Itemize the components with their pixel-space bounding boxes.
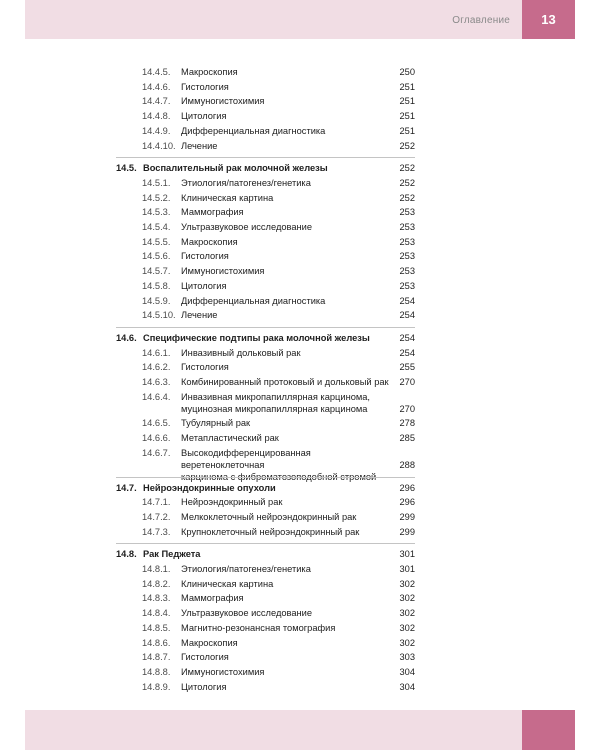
toc-entry-title-line: Тубулярный рак (181, 418, 251, 429)
toc-entry-page: 252 (399, 163, 415, 174)
toc-entry-title (143, 332, 393, 344)
page-footer-band (25, 710, 575, 750)
toc-entry-title (181, 192, 396, 204)
toc-entry-title (181, 140, 396, 152)
toc-entry-title (181, 361, 396, 373)
toc-entry-number: 14.5.8. (142, 280, 171, 291)
toc-entry-title (181, 66, 396, 78)
toc-entry-title (181, 295, 396, 307)
toc-entry-title-line: Цитология (181, 111, 227, 122)
toc-entry-title (181, 496, 396, 508)
toc-entry-title (181, 666, 396, 678)
toc-entry-title-line: Инвазивный дольковый рак (181, 347, 301, 358)
toc-entry-number: 14.4.5. (142, 67, 171, 77)
toc-entry-title-line: Ультразвуковое исследование (181, 608, 313, 619)
toc-entry-title (181, 563, 396, 575)
toc-entry-page: 254 (399, 310, 415, 321)
toc-entry-title-line: Гистология (181, 652, 229, 663)
toc-entry-title-line: карцинома с фиброматозоподобной стромой (181, 471, 377, 482)
toc-entry-number: 14.8.7. (142, 652, 171, 663)
toc-entry-title (181, 81, 396, 93)
toc-entry-title-line: Крупноклеточный нейроэндокринный рак (181, 526, 360, 537)
toc-entry-title-line: Иммуногистохимия (181, 666, 265, 677)
toc-entry-number: 14.8.5. (142, 622, 171, 633)
toc-entry-title-line: Гистология (181, 81, 229, 92)
toc-entry-title-line: Комбинированный протоковый и дольковый рак (181, 377, 389, 387)
toc-entry-title-line: Макроскопия (181, 637, 238, 648)
toc-entry-title (181, 681, 396, 693)
toc-entry-title-line: Инвазивная микропапиллярная карцинома, (181, 391, 371, 402)
toc-entry-title-line: Дифференциальная диагностика (181, 295, 326, 306)
toc-entry-page: 288 (399, 459, 415, 470)
toc-entry-number: 14.7.3. (142, 526, 171, 537)
running-header-title: Оглавление (452, 15, 510, 26)
toc-entry-title (181, 280, 396, 292)
toc-entry-number: 14.4.7. (142, 96, 171, 107)
toc-entry-number: 14.5.2. (142, 192, 171, 203)
toc-entry-page: 251 (399, 111, 415, 122)
toc-entry-page: 270 (399, 377, 415, 387)
toc-entry-number: 14.6.2. (142, 362, 171, 373)
toc-entry-title-line: Макроскопия (181, 67, 238, 77)
toc-entry-page: 251 (399, 125, 415, 136)
toc-entry-title-line: Маммография (181, 593, 244, 604)
toc-entry-page: 299 (399, 526, 415, 537)
toc-entry-page: 302 (399, 608, 415, 619)
toc-entry-title (181, 637, 396, 649)
toc-entry-title-line: Специфические подтипы рака молочной железы (143, 332, 370, 343)
toc-entry-title-line: Мелкоклеточный нейроэндокринный рак (181, 511, 357, 522)
toc-entry-number: 14.6.4. (142, 391, 171, 402)
toc-entry-page: 285 (399, 433, 415, 444)
toc-entry-page: 296 (399, 482, 415, 493)
toc-entry-page: 301 (399, 564, 415, 574)
toc-entry-title (181, 432, 396, 444)
toc-entry-page: 270 (399, 403, 415, 414)
toc-entry-title (181, 95, 396, 107)
toc-entry-title (181, 309, 396, 321)
toc-entry-number: 14.8.3. (142, 593, 171, 604)
toc-entry-number: 14.5.3. (142, 207, 171, 218)
toc-entry-page: 303 (399, 652, 415, 663)
toc-entry-title-line: Лечение (181, 310, 218, 321)
toc-entry-page: 254 (399, 295, 415, 306)
toc-entry-page: 253 (399, 222, 415, 232)
toc-entry-page: 251 (399, 96, 415, 107)
toc-entry-number: 14.5. (116, 163, 137, 174)
toc-entry-title-line: Лечение (181, 140, 218, 151)
toc-entry-title (181, 391, 396, 415)
toc-entry-title (181, 347, 396, 359)
footer-accent-block (522, 710, 575, 750)
toc-entry-title-line: Клиническая картина (181, 192, 274, 203)
toc-entry-title (181, 578, 396, 590)
toc-entry-page: 302 (399, 578, 415, 589)
toc-entry-number: 14.5.10. (142, 310, 176, 321)
toc-entry-number: 14.8.2. (142, 578, 171, 589)
toc-entry-title-line: Клиническая картина (181, 578, 274, 589)
toc-entry-number: 14.6.7. (142, 447, 171, 458)
toc-entry-title-line: Гистология (181, 251, 229, 262)
toc-entry-title (181, 250, 396, 262)
toc-entry-title-line: Этиология/патогенез/генетика (181, 177, 311, 188)
toc-entry-page: 301 (399, 549, 415, 560)
toc-entry-number: 14.5.6. (142, 251, 171, 262)
toc-entry-title (181, 206, 396, 218)
toc-entry-number: 14.5.5. (142, 236, 171, 247)
section-divider (116, 477, 415, 478)
toc-entry-number: 14.6.3. (142, 377, 171, 387)
toc-entry-page: 302 (399, 593, 415, 604)
toc-entry-number: 14.6.5. (142, 418, 171, 429)
toc-entry-title (181, 376, 396, 388)
toc-entry-number: 14.8.1. (142, 564, 171, 574)
toc-entry-title-line: Воспалительный рак молочной железы (143, 163, 328, 174)
toc-entry-page: 253 (399, 207, 415, 218)
toc-entry-page: 252 (399, 192, 415, 203)
toc-entry-title-line: Магнитно-резонансная томография (181, 622, 336, 633)
toc-entry-title-line: Ультразвуковое исследование (181, 222, 313, 232)
toc-entry-number: 14.4.10. (142, 140, 176, 151)
toc-entry-title-line: Дифференциальная диагностика (181, 125, 326, 136)
toc-entry-page: 296 (399, 497, 415, 508)
toc-entry-number: 14.5.7. (142, 266, 171, 277)
toc-entry-number: 14.8. (116, 549, 137, 560)
toc-entry-title-line: Этиология/патогенез/генетика (181, 564, 311, 574)
toc-entry-number: 14.6.6. (142, 433, 171, 444)
toc-entry-title (181, 417, 396, 429)
toc-entry-title-line: Метапластический рак (181, 433, 279, 444)
toc-entry-title-line: Маммография (181, 207, 244, 218)
toc-entry-title (143, 162, 393, 174)
toc-entry-title-line: муцинозная микропапиллярная карцинома (181, 403, 368, 414)
toc-entry-title (181, 607, 396, 619)
toc-entry-title-line: Иммуногистохимия (181, 96, 265, 107)
toc-entry-title (143, 482, 393, 494)
toc-entry-number: 14.7. (116, 482, 137, 493)
toc-entry-title (181, 110, 396, 122)
toc-entry-number: 14.4.6. (142, 81, 171, 92)
page-number: 13 (541, 12, 556, 27)
toc-entry-page: 278 (399, 418, 415, 429)
toc-entry-title (181, 526, 396, 538)
toc-entry-number: 14.8.6. (142, 637, 171, 648)
toc-entry-page: 252 (399, 177, 415, 188)
toc-entry-title (181, 592, 396, 604)
toc-entry-number: 14.4.8. (142, 111, 171, 122)
toc-entry-number: 14.8.9. (142, 681, 171, 692)
toc-entry-page: 302 (399, 622, 415, 633)
toc-entry-page: 253 (399, 236, 415, 247)
toc-entry-page: 253 (399, 251, 415, 262)
toc-entry-number: 14.5.1. (142, 177, 171, 188)
toc-entry-title-line: Нейроэндокринный рак (181, 497, 283, 508)
toc-entry-page: 253 (399, 280, 415, 291)
toc-entry-number: 14.7.2. (142, 511, 171, 522)
toc-entry-page: 304 (399, 681, 415, 692)
toc-entry-title (181, 651, 396, 663)
toc-entry-title-line: Цитология (181, 280, 227, 291)
toc-entry-title (181, 236, 396, 248)
toc-entry-number: 14.6. (116, 332, 137, 343)
toc-entry-title-line: Цитология (181, 681, 227, 692)
toc-entry-title-line: Нейроэндокринные опухоли (143, 482, 276, 493)
toc-entry-title-line: Макроскопия (181, 236, 238, 247)
toc-entry-title (181, 221, 396, 233)
section-divider (116, 543, 415, 544)
toc-entry-number: 14.6.1. (142, 347, 171, 358)
toc-entry-number: 14.7.1. (142, 497, 171, 508)
toc-entry-number: 14.5.4. (142, 222, 171, 232)
toc-entry-number: 14.4.9. (142, 125, 171, 136)
toc-entry-title (143, 548, 393, 560)
toc-entry-page: 304 (399, 666, 415, 677)
toc-entry-page: 254 (399, 347, 415, 358)
toc-entry-title (181, 177, 396, 189)
toc-entry-number: 14.5.9. (142, 295, 171, 306)
toc-entry-page: 253 (399, 266, 415, 277)
toc-entry-page: 299 (399, 511, 415, 522)
toc-entry-page: 254 (399, 332, 415, 343)
toc-entry-title (181, 125, 396, 137)
toc-entry-title-line: Высокодифференцированная веретеноклеточная (181, 447, 311, 470)
toc-entry-title (181, 622, 396, 634)
toc-entry-title-line: Иммуногистохимия (181, 266, 265, 277)
toc-entry-page: 255 (399, 362, 415, 373)
section-divider (116, 327, 415, 328)
toc-entry-number: 14.8.4. (142, 608, 171, 619)
toc-entry-title (181, 511, 396, 523)
toc-entry-page: 250 (399, 67, 415, 77)
toc-entry-page: 252 (399, 140, 415, 151)
toc-entry-page: 302 (399, 637, 415, 648)
toc-entry-title (181, 265, 396, 277)
section-divider (116, 157, 415, 158)
toc-entry-title-line: Гистология (181, 362, 229, 373)
toc-entry-page: 251 (399, 81, 415, 92)
toc-entry-title-line: Рак Педжета (143, 549, 201, 560)
toc-entry-number: 14.8.8. (142, 666, 171, 677)
